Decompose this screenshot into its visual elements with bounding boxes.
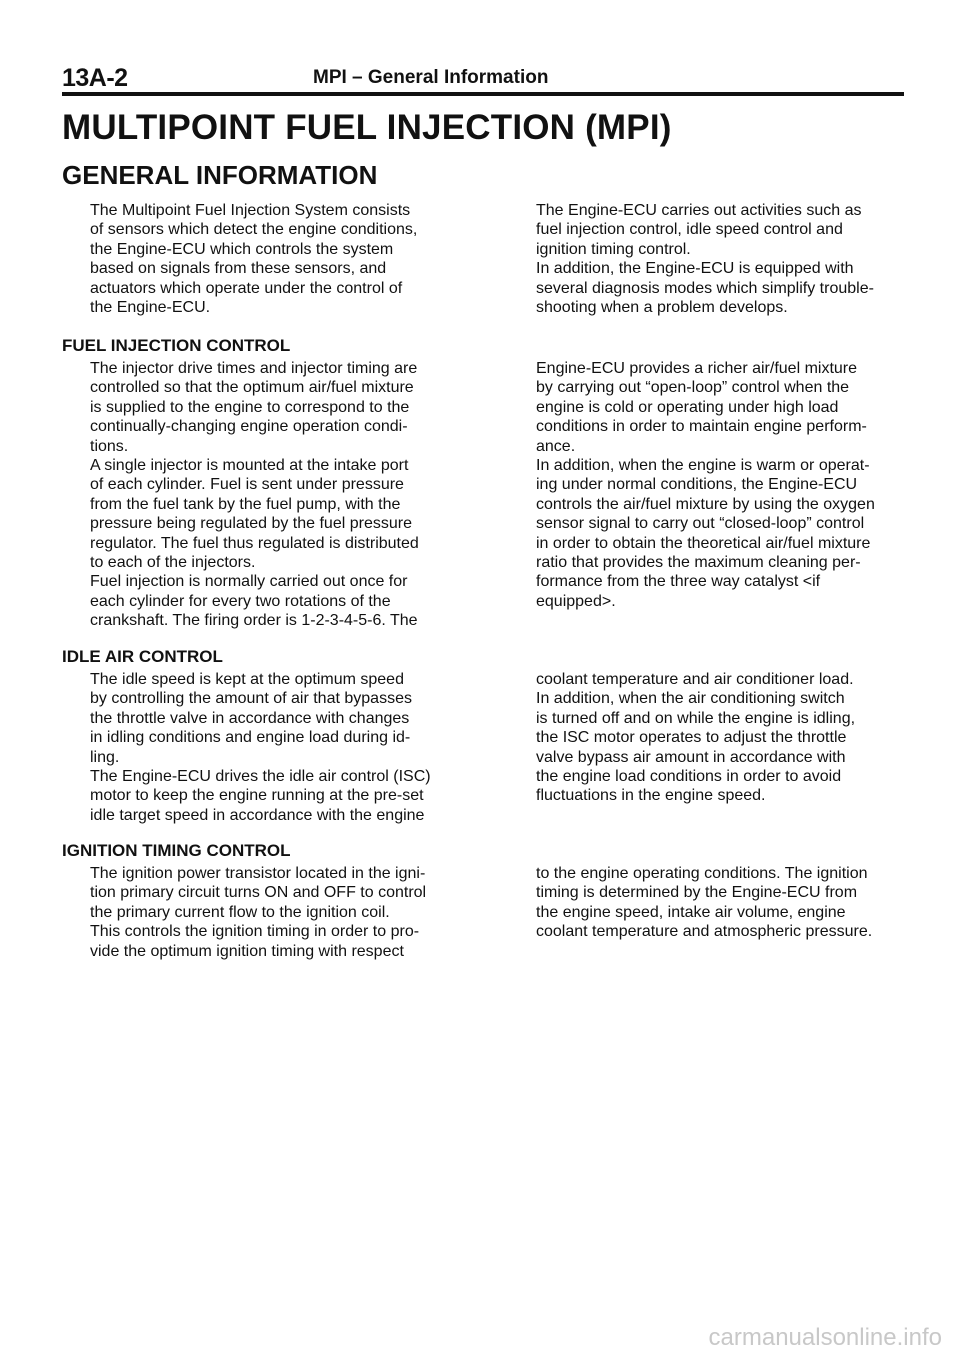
watermark: carmanualsonline.info [708, 1324, 942, 1351]
fuel-injection-left-paragraph [90, 359, 468, 631]
ignition-left-paragraph [90, 864, 468, 961]
text-line: is turned off and on while the engine is idling, [536, 709, 856, 727]
text-line: continually-changing engine operation condi- [90, 418, 408, 436]
text-line: ignition timing control. [536, 240, 691, 258]
text-line: the engine speed, intake air volume, engine [536, 903, 846, 921]
text-line: the primary current flow to the ignition coil. [90, 903, 390, 921]
text-line: motor to keep the engine running at the pre-set [90, 787, 424, 805]
header-rule [62, 92, 904, 96]
text-line: tions. [90, 437, 129, 455]
text-line: Fuel injection is normally carried out once for [90, 573, 408, 591]
text-line: In addition, when the engine is warm or operat- [536, 457, 870, 475]
text-line: The ignition power transistor located in the igni- [90, 865, 426, 882]
text-line: vide the optimum ignition timing with respect [90, 942, 404, 960]
text-line: idle target speed in accordance with the engine [90, 806, 425, 824]
text-line: to each of the injectors. [90, 554, 256, 572]
idle-air-heading: IDLE AIR CONTROL [62, 647, 223, 666]
text-line: pressure being regulated by the fuel pressure [90, 515, 412, 533]
text-line: by carrying out “open-loop” control when the [536, 379, 850, 397]
text-line: ance. [536, 437, 576, 455]
text-line: in order to obtain the theoretical air/fuel mixture [536, 534, 871, 552]
text-line: In addition, the Engine-ECU is equipped with [536, 260, 854, 278]
text-line: to the engine operating conditions. The ignition [536, 865, 868, 882]
text-line: A single injector is mounted at the intake port [90, 457, 409, 475]
text-line: crankshaft. The firing order is 1-2-3-4-5-6. The [90, 612, 418, 630]
text-line: the Engine-ECU. [90, 299, 211, 317]
text-line: by controlling the amount of air that bypasses [90, 690, 412, 708]
text-line: valve bypass air amount in accordance with [536, 748, 846, 766]
text-line: engine is cold or operating under high load [536, 398, 839, 416]
text-line: regulator. The fuel thus regulated is distributed [90, 534, 419, 552]
text-line: timing is determined by the Engine-ECU from [536, 884, 858, 902]
text-line: tion primary circuit turns ON and OFF to control [90, 884, 427, 902]
text-line: fuel injection control, idle speed control and [536, 221, 843, 239]
text-line: coolant temperature and air conditioner load. [536, 671, 854, 688]
text-line: conditions in order to maintain engine perform- [536, 418, 867, 436]
section-heading: GENERAL INFORMATION [62, 160, 378, 190]
text-line: shooting when a problem develops. [536, 299, 788, 317]
document-title: MULTIPOINT FUEL INJECTION (MPI) [62, 108, 672, 147]
text-line: the ISC motor operates to adjust the throttle [536, 729, 847, 747]
text-line: controlled so that the optimum air/fuel mixture [90, 379, 414, 397]
idle-air-right-paragraph [536, 670, 910, 806]
text-line: In addition, when the air conditioning switch [536, 690, 845, 708]
page-number: 13A-2 [62, 64, 128, 92]
text-line: several diagnosis modes which simplify trouble- [536, 279, 874, 297]
text-line: in idling conditions and engine load during id- [90, 729, 411, 747]
text-line: is supplied to the engine to correspond to the [90, 398, 410, 416]
text-line: based on signals from these sensors, and [90, 260, 387, 278]
text-line: Engine-ECU provides a richer air/fuel mixture [536, 360, 858, 377]
text-line: coolant temperature and atmospheric pressure. [536, 923, 873, 941]
text-line: The idle speed is kept at the optimum speed [90, 671, 404, 688]
idle-air-left-paragraph [90, 670, 468, 825]
ignition-right-paragraph [536, 864, 910, 942]
text-line: of each cylinder. Fuel is sent under pressure [90, 476, 404, 494]
text-line: the Engine-ECU which controls the system [90, 240, 394, 258]
text-line: The Engine-ECU carries out activities such as [536, 202, 862, 219]
text-line: of sensors which detect the engine conditions, [90, 221, 418, 239]
text-line: from the fuel tank by the fuel pump, with the [90, 495, 401, 513]
text-line: the throttle valve in accordance with changes [90, 709, 410, 727]
fuel-injection-heading: FUEL INJECTION CONTROL [62, 336, 291, 355]
text-line: sensor signal to carry out “closed-loop” control [536, 515, 865, 533]
text-line: The injector drive times and injector timing are [90, 360, 418, 377]
text-line: ling. [90, 748, 120, 766]
text-line: ratio that provides the maximum cleaning per- [536, 554, 861, 572]
text-line: The Multipoint Fuel Injection System consists [90, 202, 411, 219]
text-line: formance from the three way catalyst <if [536, 573, 821, 591]
running-title: MPI – General Information [313, 67, 549, 88]
general-left-paragraph [90, 201, 468, 317]
text-line: each cylinder for every two rotations of the [90, 592, 391, 610]
text-line: actuators which operate under the control of [90, 279, 403, 297]
text-line: This controls the ignition timing in order to pro- [90, 923, 420, 941]
text-line: The Engine-ECU drives the idle air control (ISC) [90, 768, 431, 786]
text-line: fluctuations in the engine speed. [536, 787, 766, 805]
text-line: controls the air/fuel mixture by using the oxygen [536, 495, 875, 513]
text-line: the engine load conditions in order to avoid [536, 768, 842, 786]
fuel-injection-right-paragraph [536, 359, 910, 611]
text-line: ing under normal conditions, the Engine-ECU [536, 476, 858, 494]
general-right-paragraph [536, 201, 910, 317]
ignition-heading: IGNITION TIMING CONTROL [62, 841, 291, 860]
text-line: equipped>. [536, 592, 616, 610]
